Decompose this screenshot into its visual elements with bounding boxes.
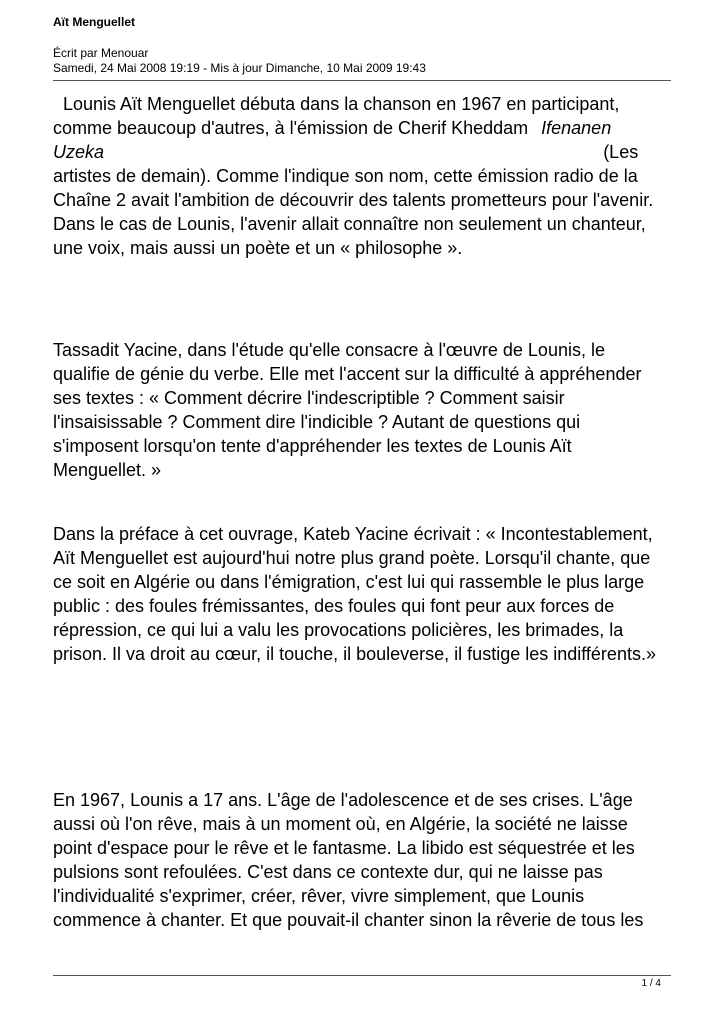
text-line: public : des foules frémissantes, des foules qui font peur aux forces de (53, 596, 615, 616)
text-span: (Les (603, 142, 639, 162)
text-line: ce soit en Algérie ou dans l'émigration, c'est lui qui rassemble le plus large (53, 572, 645, 592)
header-divider (53, 80, 671, 81)
text-line: En 1967, Lounis a 17 ans. L'âge de l'adolescence et de ses crises. L'âge (53, 790, 633, 810)
text-line (53, 140, 653, 164)
text-line: pulsions sont refoulées. C'est dans ce contexte dur, qui ne laisse pas (53, 862, 603, 882)
text-line: Dans la préface à cet ouvrage, Kateb Yacine écrivait : « Incontestablement, (53, 524, 653, 544)
footer-divider (53, 975, 671, 976)
text-line: Dans le cas de Lounis, l'avenir allait connaître non seulement un chanteur, (53, 214, 646, 234)
text-line: prison. Il va droit au cœur, il touche, il bouleverse, il fustige les indifférents.» (53, 644, 656, 664)
text-line: ses textes : « Comment décrire l'indescriptible ? Comment saisir (53, 388, 565, 408)
text-line: Lounis Aït Menguellet débuta dans la chanson en 1967 en participant, (53, 94, 620, 114)
italic-title-part: Ifenanen (541, 118, 612, 138)
text-line: aussi où l'on rêve, mais à un moment où, en Algérie, la société ne laisse (53, 814, 628, 834)
text-line: répression, ce qui lui a valu les provocations policières, les brimades, la (53, 620, 624, 640)
text-line: Aït Menguellet est aujourd'hui notre plus grand poète. Lorsqu'il chante, que (53, 548, 651, 568)
paragraph-4 (53, 788, 643, 932)
text-line (53, 116, 653, 140)
document-meta (53, 46, 426, 76)
text-line: qualifie de génie du verbe. Elle met l'accent sur la difficulté à appréhender (53, 364, 642, 384)
text-line: s'imposent lorsqu'on tente d'appréhender les textes de Lounis Aït (53, 436, 572, 456)
text-line: l'insaisissable ? Comment dire l'indicible ? Autant de questions qui (53, 412, 581, 432)
text-line: l'individualité s'exprimer, créer, rêver, vivre simplement, que Lounis (53, 886, 585, 906)
text-line: point d'espace pour le rêve et le fantasme. La libido est séquestrée et les (53, 838, 635, 858)
text-line: artistes de demain). Comme l'indique son nom, cette émission radio de la (53, 166, 638, 186)
text-span: comme beaucoup d'autres, à l'émission de Cherif Kheddam (53, 118, 534, 138)
page-number: 1 / 4 (641, 978, 661, 989)
text-line: commence à chanter. Et que pouvait-il chanter sinon la rêverie de tous les (53, 910, 644, 930)
dates-line: Samedi, 24 Mai 2008 19:19 - Mis à jour Dimanche, 10 Mai 2009 19:43 (53, 61, 426, 75)
paragraph-3 (53, 522, 656, 666)
text-line: une voix, mais aussi un poète et un « philosophe ». (53, 238, 463, 258)
text-line: Tassadit Yacine, dans l'étude qu'elle consacre à l'œuvre de Lounis, le (53, 340, 605, 360)
paragraph-2 (53, 338, 641, 482)
author-line: Écrit par Menouar (53, 46, 149, 60)
italic-title-part: Uzeka (53, 142, 105, 162)
text-line: Chaîne 2 avait l'ambition de découvrir des talents prometteurs pour l'avenir. (53, 190, 654, 210)
paragraph-1 (53, 92, 653, 260)
document-title: Aït Menguellet (53, 15, 136, 29)
text-line: Menguellet. » (53, 460, 162, 480)
